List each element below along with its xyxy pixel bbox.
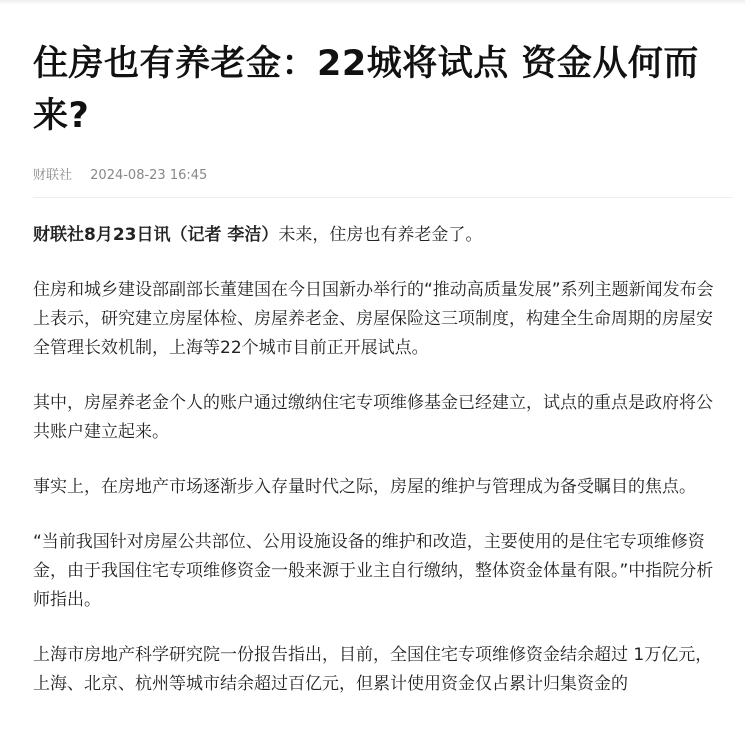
article-datetime: 2024-08-23 16:45 xyxy=(90,168,208,183)
lead-paragraph xyxy=(33,221,723,250)
lead-text: 未来，住房也有养老金了。 xyxy=(278,225,483,245)
body-paragraph: 事实上，在房地产市场逐渐步入存量时代之际，房屋的维护与管理成为备受瞩目的焦点。 xyxy=(33,477,696,497)
top-shadow xyxy=(0,0,745,5)
body-paragraph: 上海市房地产科学研究院一份报告指出，目前，全国住宅专项维修资金结余超过 1万亿元，上海、北京、杭州等城市结余超过百亿元，但累计使用资金仅占累计归集资金的 xyxy=(33,645,713,694)
body-paragraph: “当前我国针对房屋公共部位、公用设施设备的维护和改造，主要使用的是住宅专项维修资金，由于我国住宅专项维修资金一般来源于业主自行缴纳，整体资金体量有限。”中指院分析师指出。 xyxy=(33,532,714,610)
article-meta xyxy=(33,166,723,186)
article-title: 住房也有养老金：22城将试点 资金从何而来? xyxy=(33,44,699,136)
meta-divider xyxy=(33,197,733,198)
body-paragraph: 住房和城乡建设部副部长董建国在今日国新办举行的“推动高质量发展”系列主题新闻发布会上表示，研究建立房屋体检、房屋养老金、房屋保险这三项制度，构建全生命周期的房屋安全管理长效机制，上海等22个城市目前正开展试点。 xyxy=(33,280,714,358)
article-source[interactable]: 财联社 xyxy=(33,168,73,183)
body-paragraph: 其中，房屋养老金个人的账户通过缴纳住宅专项维修基金已经建立，试点的重点是政府将公共账户建立起来。 xyxy=(33,393,713,442)
article xyxy=(33,38,723,725)
lead-dateline: 财联社8月23日讯（记者 李洁） xyxy=(33,225,279,245)
article-body xyxy=(33,221,723,699)
